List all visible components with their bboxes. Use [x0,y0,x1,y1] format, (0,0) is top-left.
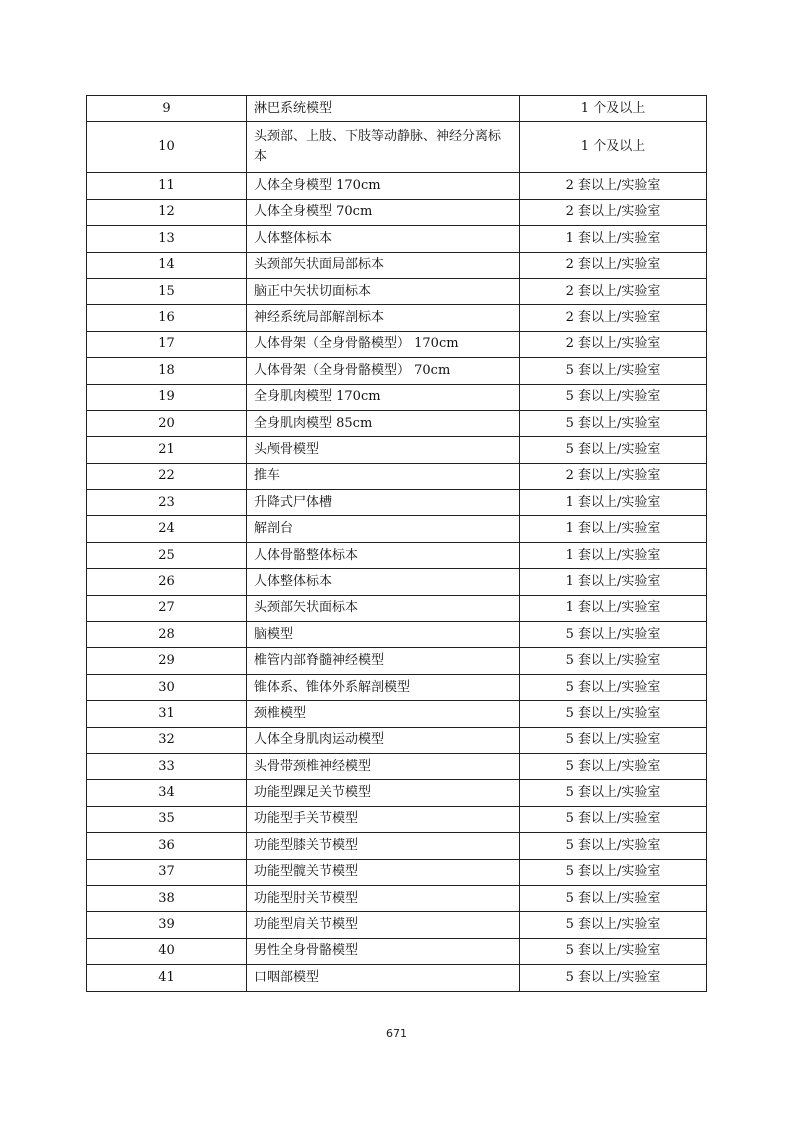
row-number: 34 [87,780,247,806]
row-number: 40 [87,938,247,964]
table-row [87,912,707,938]
item-name: 头骨带颈椎神经模型 [247,753,520,779]
item-name: 人体骨架（全身骨骼模型） 70cm [247,358,520,384]
item-quantity: 5 套以上/实验室 [520,938,707,964]
item-name: 锥体系、锥体外系解剖模型 [247,674,520,700]
table-row [87,173,707,199]
table-row [87,252,707,278]
row-number: 16 [87,305,247,331]
item-quantity: 2 套以上/实验室 [520,331,707,357]
item-name: 功能型肩关节模型 [247,912,520,938]
item-quantity: 5 套以上/实验室 [520,648,707,674]
table-row [87,648,707,674]
item-name: 人体整体标本 [247,569,520,595]
row-number: 26 [87,569,247,595]
item-quantity: 5 套以上/实验室 [520,727,707,753]
item-quantity: 1 个及以上 [520,96,707,122]
row-number: 38 [87,885,247,911]
item-quantity: 5 套以上/实验室 [520,701,707,727]
row-number: 30 [87,674,247,700]
item-name: 人体骨架（全身骨骼模型） 170cm [247,331,520,357]
equipment-table [86,95,707,992]
table-row [87,410,707,436]
table-row [87,833,707,859]
table-row [87,437,707,463]
row-number: 32 [87,727,247,753]
table-row [87,226,707,252]
item-name: 脑正中矢状切面标本 [247,278,520,304]
table-row [87,199,707,225]
row-number: 21 [87,437,247,463]
row-number: 36 [87,833,247,859]
table-row [87,780,707,806]
item-quantity: 5 套以上/实验室 [520,622,707,648]
table-row [87,516,707,542]
table-row [87,622,707,648]
item-quantity: 1 套以上/实验室 [520,490,707,516]
table-row [87,701,707,727]
row-number: 22 [87,463,247,489]
table-row [87,96,707,122]
item-name: 头颈部矢状面局部标本 [247,252,520,278]
item-quantity: 5 套以上/实验室 [520,833,707,859]
table-row [87,122,707,173]
item-name: 头颈部矢状面标本 [247,595,520,621]
row-number: 35 [87,806,247,832]
table-row [87,806,707,832]
item-name: 解剖台 [247,516,520,542]
item-quantity: 2 套以上/实验室 [520,199,707,225]
item-name: 淋巴系统模型 [247,96,520,122]
row-number: 29 [87,648,247,674]
item-quantity: 5 套以上/实验室 [520,437,707,463]
item-name: 人体全身模型 170cm [247,173,520,199]
row-number: 12 [87,199,247,225]
item-quantity: 2 套以上/实验室 [520,463,707,489]
item-quantity: 5 套以上/实验室 [520,885,707,911]
item-name: 推车 [247,463,520,489]
table-row [87,463,707,489]
table-row [87,727,707,753]
item-quantity: 5 套以上/实验室 [520,384,707,410]
item-name: 人体全身肌肉运动模型 [247,727,520,753]
item-name: 口咽部模型 [247,965,520,991]
table-row [87,490,707,516]
item-name: 功能型肘关节模型 [247,885,520,911]
item-quantity: 1 套以上/实验室 [520,542,707,568]
table-row [87,674,707,700]
item-name: 头颅骨模型 [247,437,520,463]
row-number: 15 [87,278,247,304]
item-name: 功能型髋关节模型 [247,859,520,885]
equipment-table-body [87,96,707,992]
row-number: 33 [87,753,247,779]
row-number: 18 [87,358,247,384]
table-row [87,542,707,568]
table-row [87,278,707,304]
table-row [87,331,707,357]
row-number: 31 [87,701,247,727]
row-number: 25 [87,542,247,568]
table-row [87,965,707,991]
item-name: 全身肌肉模型 85cm [247,410,520,436]
table-row [87,569,707,595]
item-quantity: 5 套以上/实验室 [520,358,707,384]
row-number: 14 [87,252,247,278]
item-quantity: 1 套以上/实验室 [520,226,707,252]
row-number: 9 [87,96,247,122]
item-quantity: 5 套以上/实验室 [520,965,707,991]
item-quantity: 2 套以上/实验室 [520,252,707,278]
row-number: 10 [87,122,247,173]
item-name: 男性全身骨骼模型 [247,938,520,964]
item-quantity: 2 套以上/实验室 [520,173,707,199]
table-row [87,358,707,384]
table-row [87,595,707,621]
item-name: 人体全身模型 70cm [247,199,520,225]
row-number: 17 [87,331,247,357]
row-number: 24 [87,516,247,542]
table-row [87,753,707,779]
item-quantity: 2 套以上/实验室 [520,305,707,331]
page-number: 671 [386,1027,407,1040]
item-quantity: 5 套以上/实验室 [520,806,707,832]
item-quantity: 1 套以上/实验室 [520,569,707,595]
item-name: 椎管内部脊髓神经模型 [247,648,520,674]
item-quantity: 5 套以上/实验室 [520,780,707,806]
item-quantity: 5 套以上/实验室 [520,912,707,938]
table-row [87,938,707,964]
row-number: 20 [87,410,247,436]
row-number: 13 [87,226,247,252]
item-name: 颈椎模型 [247,701,520,727]
item-quantity: 5 套以上/实验室 [520,753,707,779]
row-number: 11 [87,173,247,199]
row-number: 23 [87,490,247,516]
item-name: 功能型膝关节模型 [247,833,520,859]
item-name: 功能型踝足关节模型 [247,780,520,806]
row-number: 39 [87,912,247,938]
item-quantity: 2 套以上/实验室 [520,278,707,304]
table-row [87,384,707,410]
item-name: 人体骨骼整体标本 [247,542,520,568]
row-number: 28 [87,622,247,648]
item-quantity: 5 套以上/实验室 [520,410,707,436]
row-number: 19 [87,384,247,410]
item-name: 神经系统局部解剖标本 [247,305,520,331]
item-quantity: 1 个及以上 [520,122,707,173]
item-quantity: 5 套以上/实验室 [520,859,707,885]
item-name: 头颈部、上肢、下肢等动静脉、神经分离标本 [247,122,520,173]
table-row [87,859,707,885]
item-quantity: 5 套以上/实验室 [520,674,707,700]
item-name: 升降式尸体槽 [247,490,520,516]
row-number: 27 [87,595,247,621]
item-name: 人体整体标本 [247,226,520,252]
item-name: 全身肌肉模型 170cm [247,384,520,410]
row-number: 41 [87,965,247,991]
row-number: 37 [87,859,247,885]
item-name: 功能型手关节模型 [247,806,520,832]
item-quantity: 1 套以上/实验室 [520,595,707,621]
table-row [87,305,707,331]
table-row [87,885,707,911]
item-name: 脑模型 [247,622,520,648]
item-quantity: 1 套以上/实验室 [520,516,707,542]
